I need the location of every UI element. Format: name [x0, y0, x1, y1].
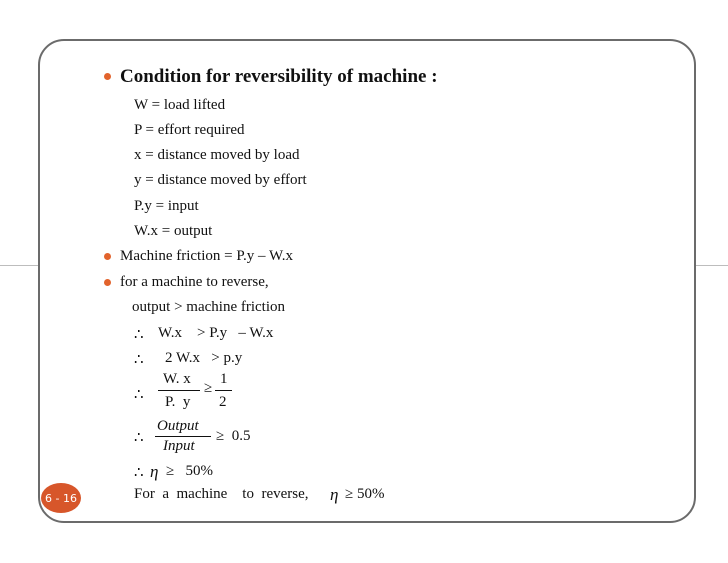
bullet-dot — [104, 253, 111, 260]
bullet-dot — [104, 279, 111, 286]
step-5-rhs: ≥ 50% — [166, 463, 213, 479]
fraction-1-numerator: W. x — [163, 371, 191, 387]
final-statement: For a machine to reverse, — [134, 486, 309, 502]
fraction-2-denominator: 2 — [219, 394, 227, 410]
eta-symbol: η — [150, 462, 159, 481]
definition-line: y = distance moved by effort — [134, 172, 307, 188]
page-number-badge: 6 - 16 — [41, 483, 81, 513]
divider-left — [0, 265, 38, 266]
definition-line: P = effort required — [134, 122, 245, 138]
eta-symbol-final: η — [330, 485, 339, 504]
slide-title: Condition for reversibility of machine : — [120, 66, 438, 87]
step-4-rhs: ≥ 0.5 — [216, 428, 251, 444]
bullet-reverse-condition: for a machine to reverse, — [120, 274, 269, 290]
divider-right — [696, 265, 728, 266]
therefore-symbol: ∴ — [134, 387, 144, 403]
definition-line: x = distance moved by load — [134, 147, 300, 163]
step-2: 2 W.x > p.y — [165, 350, 243, 366]
sub-line: output > machine friction — [132, 299, 286, 315]
therefore-symbol: ∴ — [134, 327, 144, 343]
fraction-3-denominator: Input — [163, 438, 195, 454]
therefore-symbol: ∴ — [134, 430, 144, 446]
final-rhs: ≥ 50% — [345, 486, 385, 502]
bullet-machine-friction: Machine friction = P.y – W.x — [120, 248, 294, 264]
step-1: W.x > P.y – W.x — [158, 325, 274, 341]
fraction-1-denominator: P. y — [165, 394, 191, 410]
definition-line: W = load lifted — [134, 97, 226, 113]
fraction-2-numerator: 1 — [220, 371, 228, 387]
therefore-symbol: ∴ — [134, 352, 144, 368]
definition-line: W.x = output — [134, 223, 213, 239]
therefore-symbol: ∴ — [134, 465, 144, 481]
fraction-3-numerator: Output — [157, 418, 199, 434]
title-bullet — [104, 73, 111, 80]
definition-line: P.y = input — [134, 198, 199, 214]
geq-symbol: ≥ — [204, 380, 213, 396]
